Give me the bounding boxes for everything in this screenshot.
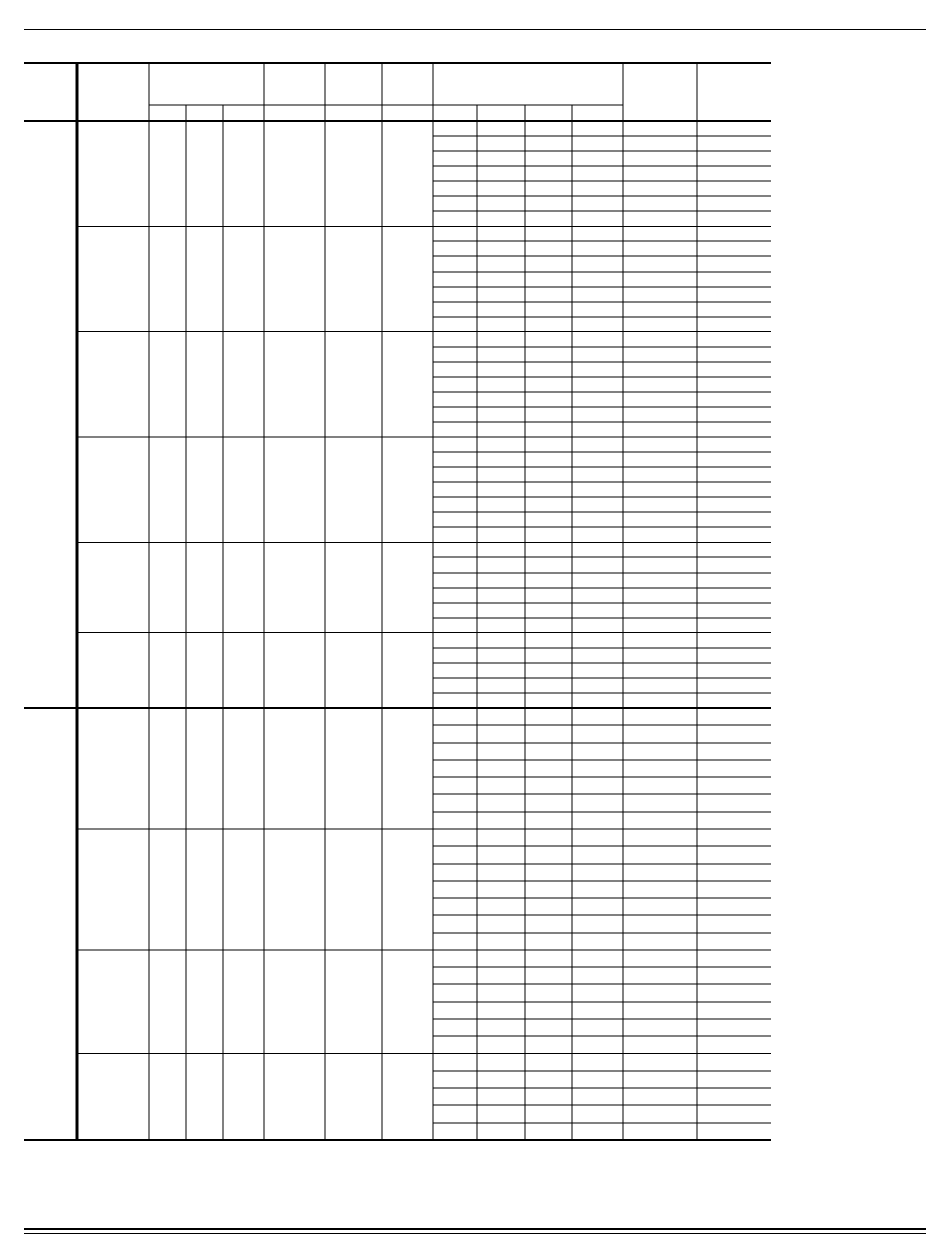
footer-rule-thin xyxy=(24,1233,926,1234)
footer-rule-thick xyxy=(24,1228,926,1230)
